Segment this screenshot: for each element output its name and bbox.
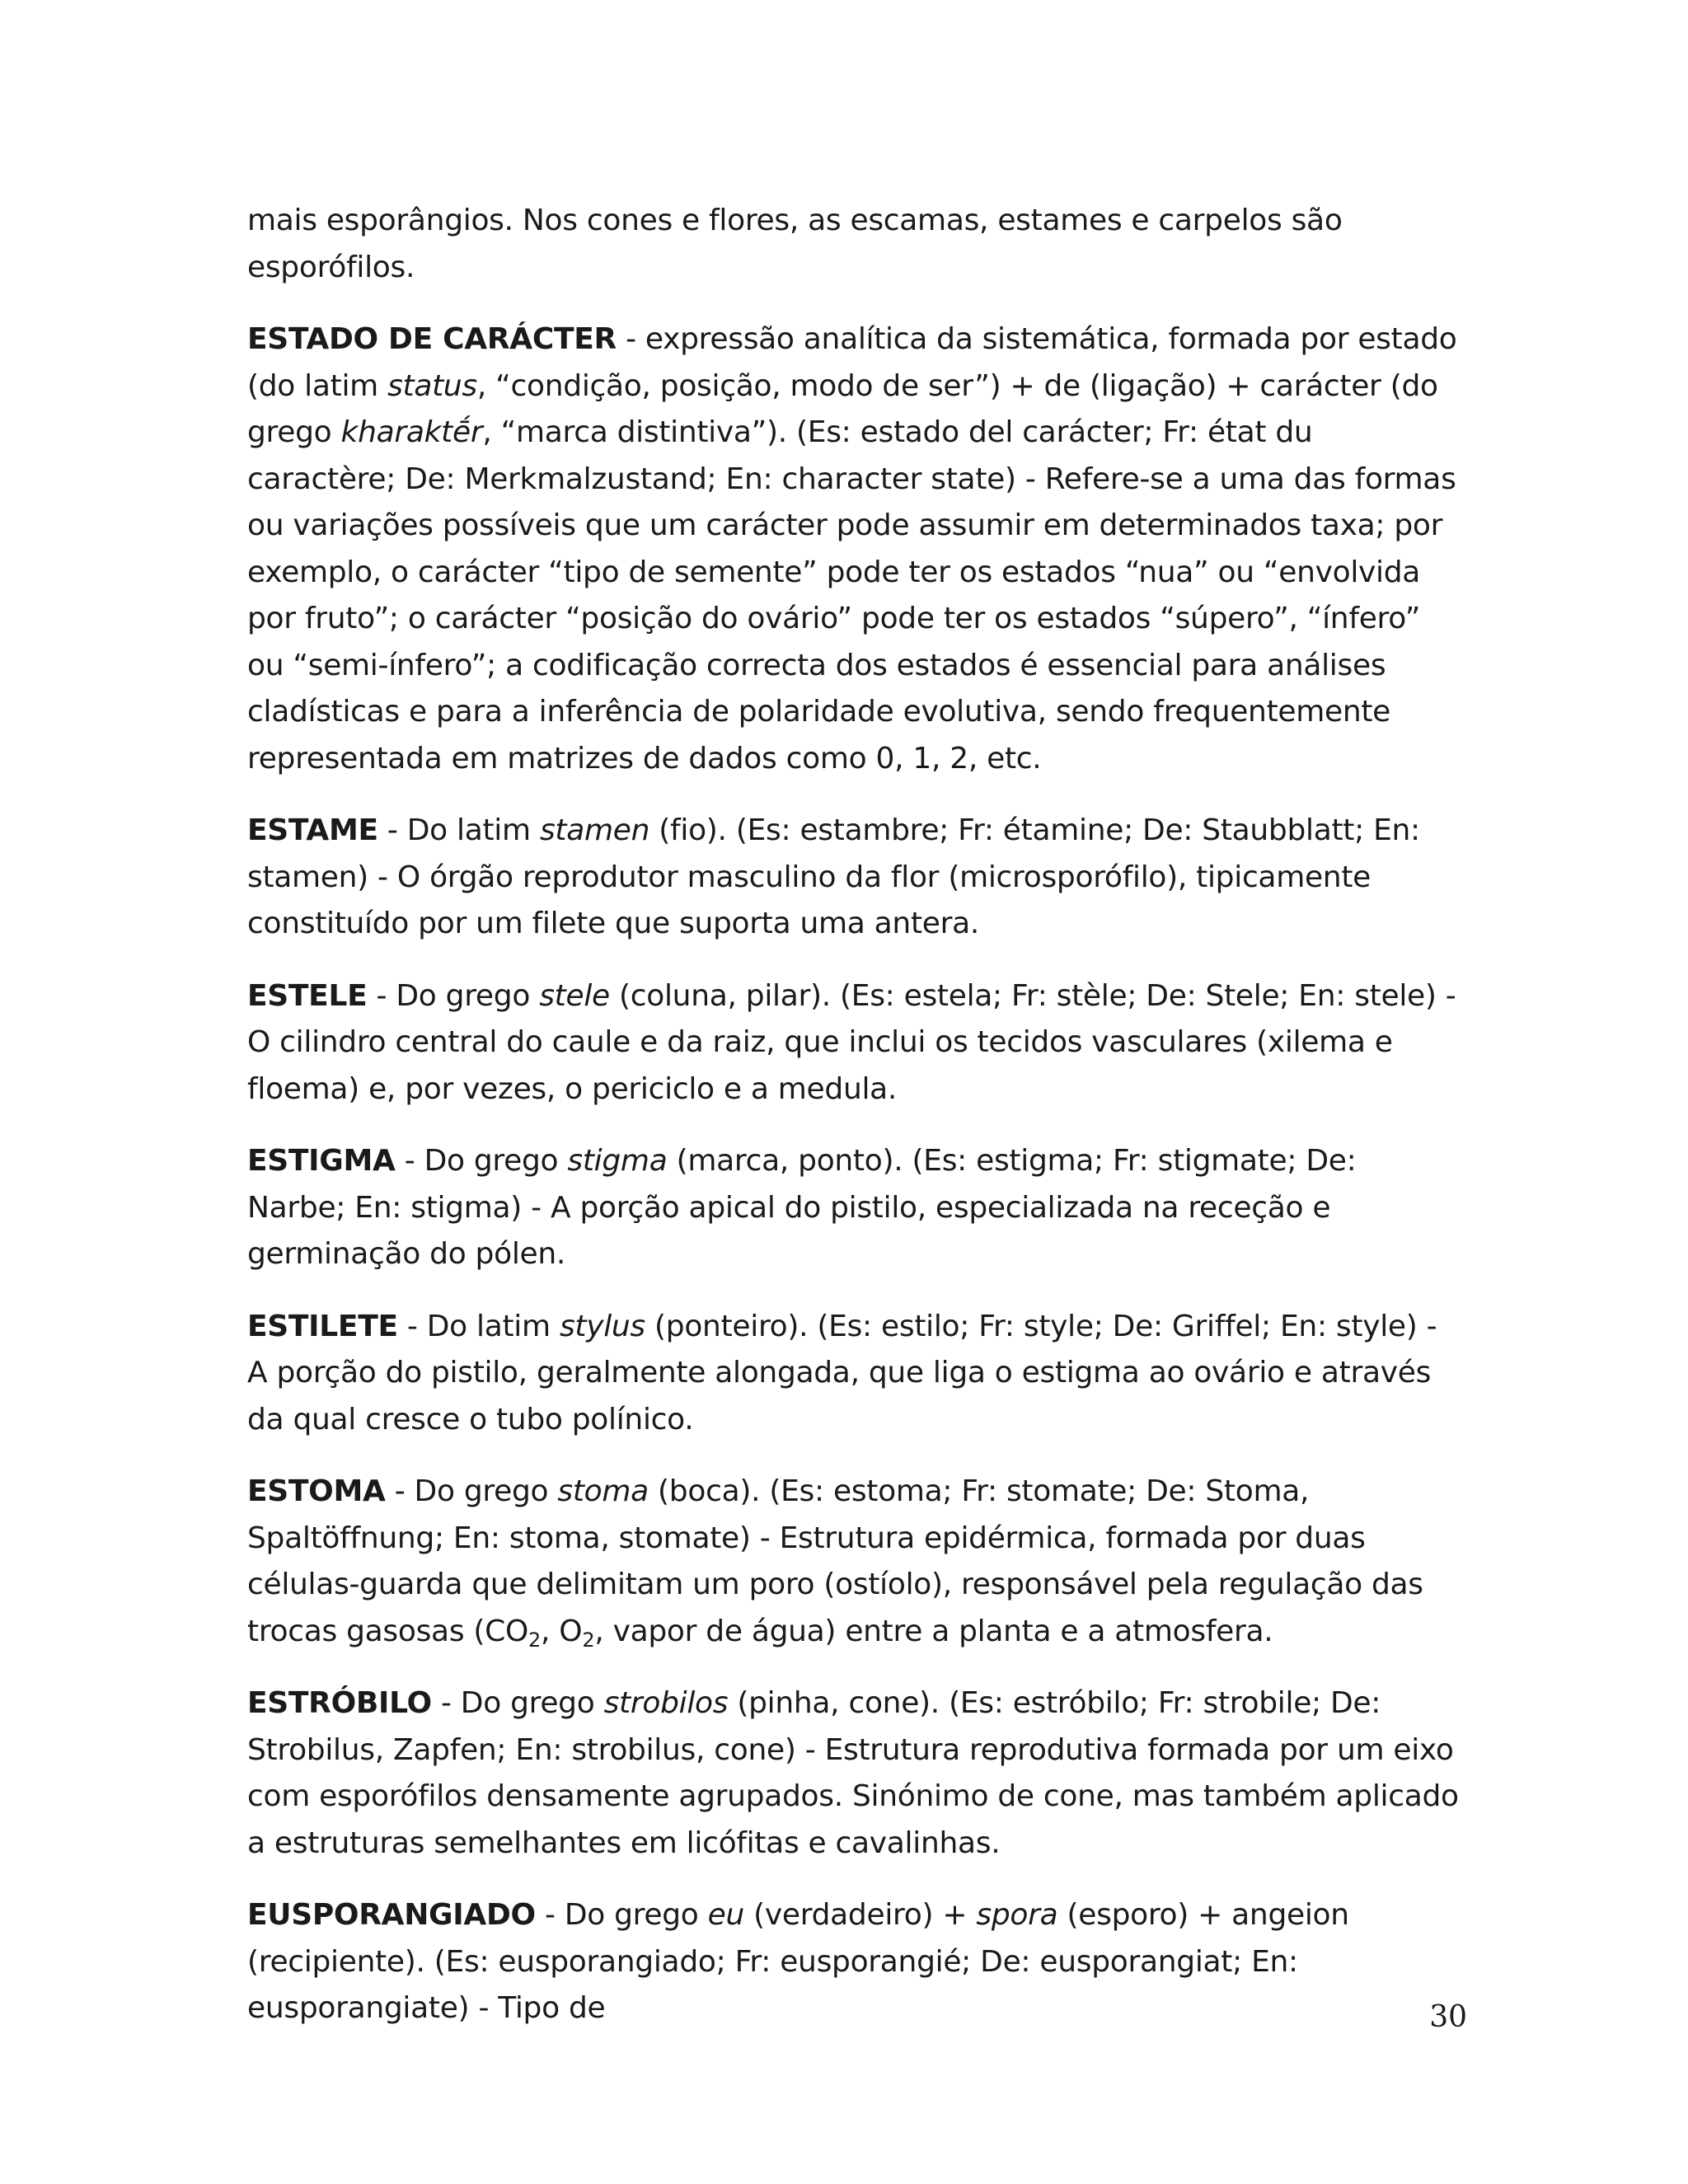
page-body (247, 198, 1459, 2058)
entry-italic-term: stoma (557, 1474, 649, 1508)
entry-italic-term: spora (976, 1898, 1058, 1932)
entry-text: - Do grego (535, 1898, 708, 1932)
entry-text: (esporo) + angeion (recipiente). (Es: eusporangiado; Fr: eusporangié; De: eusporangiat; En: eusporangiate) - Tipo de (247, 1898, 1349, 2025)
glossary-entry-estilete (247, 1304, 1459, 1444)
entry-italic-term: stamen (539, 813, 650, 847)
entry-text: , vapor de água) entre a planta e a atmosfera. (594, 1614, 1273, 1648)
entry-term: ESTIGMA (247, 1144, 396, 1178)
entry-term: ESTELE (247, 978, 368, 1013)
glossary-entry-estame (247, 808, 1459, 948)
entry-italic-term: status (387, 368, 477, 403)
glossary-entry-estigma (247, 1138, 1459, 1278)
glossary-entry-eusporangiado (247, 1892, 1459, 2032)
glossary-entry-estoma (247, 1469, 1459, 1655)
entry-term: EUSPORANGIADO (247, 1898, 536, 1932)
entry-text: - Do grego (367, 978, 540, 1013)
entry-text: (boca). (Es: estoma; Fr: stomate; De: Stoma, Spaltöffnung; En: stoma, stomate) - Estrutura epidérmica, formada por duas células-guarda que delimitam um poro (ostíolo), responsável pela regulação das trocas gasosas (CO (247, 1474, 1423, 1648)
entry-text: - Do latim (397, 1309, 560, 1343)
glossary-entry-estele (247, 973, 1459, 1113)
entry-text: - expressão analítica da sistemática, formada por estado (do latim (247, 322, 1457, 403)
entry-text: (pinha, cone). (Es: estróbilo; Fr: strobile; De: Strobilus, Zapfen; En: strobilus, cone) - Estrutura reprodutiva formada por um eixo com esporófilos densamente agrupados. Sinónimo de cone, mas também aplicado a estruturas semelhantes em licófitas e cavalinhas. (247, 1686, 1459, 1860)
continuation-paragraph: mais esporângios. Nos cones e flores, as escamas, estames e carpelos são esporófilos. (247, 204, 1343, 284)
entry-term: ESTILETE (247, 1309, 398, 1343)
entry-text: (fio). (Es: estambre; Fr: étamine; De: Staubblatt; En: stamen) - O órgão reprodutor masculino da flor (microsporófilo), tipicamente constituído por um filete que suporta uma antera. (247, 813, 1420, 940)
entry-text: , “condição, posição, modo de ser”) + de (ligação) + carácter (do grego (247, 368, 1438, 449)
entry-text: - Do grego (395, 1144, 568, 1178)
entry-text: (verdadeiro) + (744, 1898, 977, 1932)
entry-text: (coluna, pilar). (Es: estela; Fr: stèle; De: Stele; En: stele) - O cilindro central do caule e da raiz, que inclui os tecidos vasculares (xilema e floema) e, por vezes, o periciclo e a medula. (247, 978, 1456, 1106)
page-number: 30 (1429, 2000, 1467, 2034)
entry-text: - Do grego (431, 1686, 604, 1720)
glossary-entry-estrobilo (247, 1680, 1459, 1867)
entry-text: - Do grego (385, 1474, 558, 1508)
entry-text: , “marca distintiva”). (Es: estado del carácter; Fr: état du caractère; De: Merkmalzustand; En: character state) - Refere-se a uma das formas ou variações possíveis que um carácter pode assumir em determinados taxa; por exemplo, o carácter “tipo de semente” pode ter os estados “nua” ou “envolvida por fruto”; o carácter “posição do ovário” pode ter os estados “súpero”, “ínfero” ou “semi-ínfero”; a codificação correcta dos estados é essencial para análises cladísticas e para a inferência de polaridade evolutiva, sendo frequentemente representada em matrizes de dados como 0, 1, 2, etc. (247, 415, 1456, 776)
entry-italic-term: stele (539, 978, 610, 1013)
entry-text: - Do latim (377, 813, 540, 847)
glossary-entry-estado-de-caracter (247, 316, 1459, 782)
entry-italic-term: strobilos (603, 1686, 729, 1720)
entry-term: ESTAME (247, 813, 378, 847)
entry-term: ESTOMA (247, 1474, 386, 1508)
entry-text: (marca, ponto). (Es: estigma; Fr: stigmate; De: Narbe; En: stigma) - A porção apical do pistilo, especializada na receção e germinação do pólen. (247, 1144, 1357, 1271)
entry-italic-term: kharaktḗr (340, 415, 483, 449)
entry-italic-term: stigma (567, 1144, 668, 1178)
entry-italic-term: eu (707, 1898, 745, 1932)
entry-text: (ponteiro). (Es: estilo; Fr: style; De: Griffel; En: style) - A porção do pistilo, geralmente alongada, que liga o estigma ao ovário e através da qual cresce o tubo polínico. (247, 1309, 1437, 1436)
entry-term: ESTADO DE CARÁCTER (247, 322, 617, 356)
entry-term: ESTRÓBILO (247, 1686, 432, 1720)
subscript-digit: 2 (582, 1628, 595, 1652)
entry-text: , O (541, 1614, 583, 1648)
subscript-digit: 2 (528, 1628, 542, 1652)
entry-italic-term: stylus (559, 1309, 645, 1343)
